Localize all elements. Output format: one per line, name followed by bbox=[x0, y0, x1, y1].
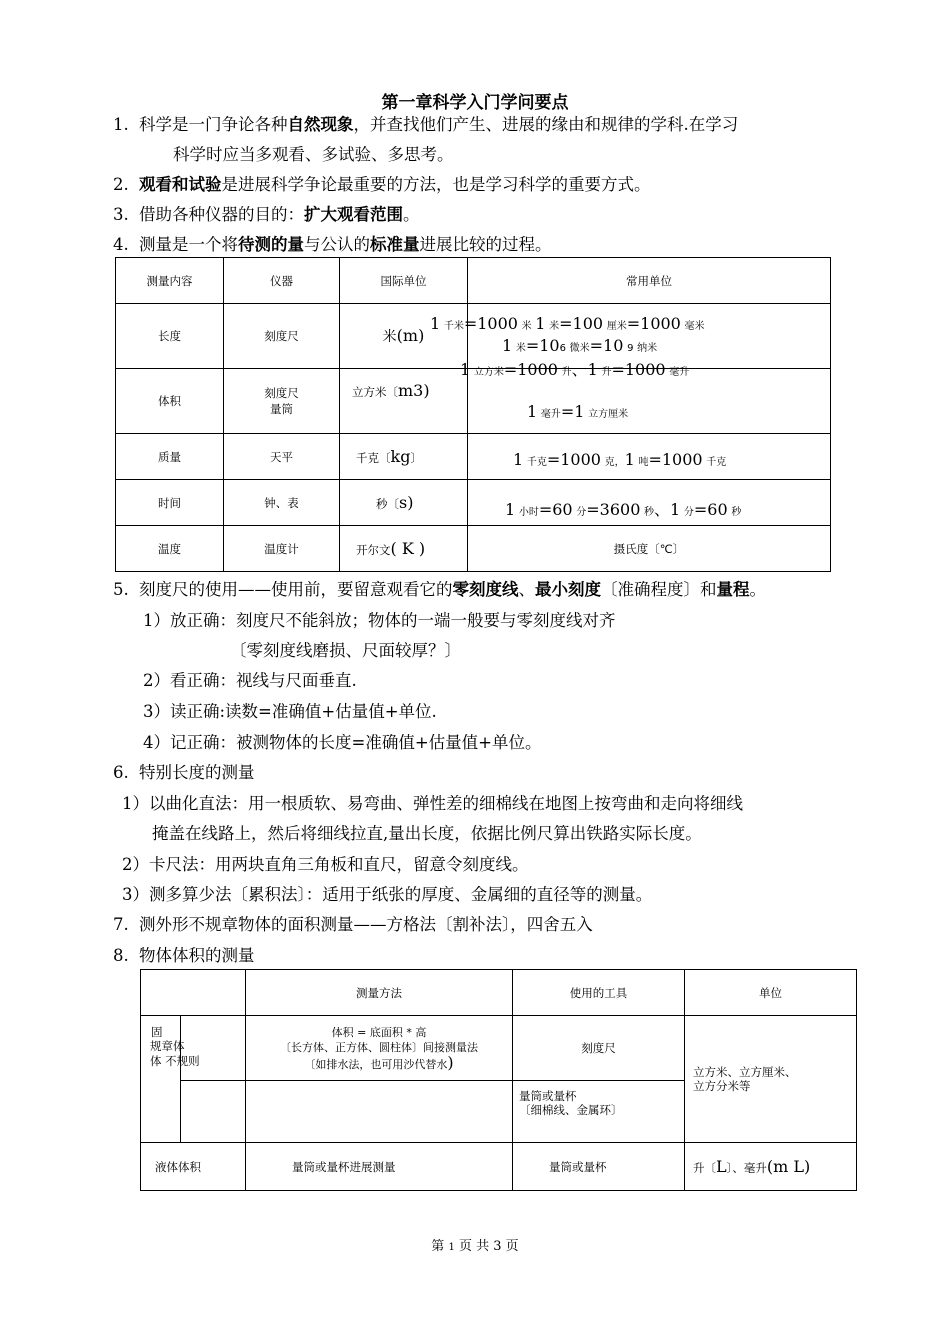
tool-line2: 〔细棉线、金属环〕 bbox=[519, 1103, 623, 1117]
unit-text: 〕、毫升 bbox=[726, 1161, 767, 1175]
u: 秒 bbox=[644, 507, 655, 518]
emphasis: 待测的量 bbox=[238, 235, 304, 254]
footer-text: 页 共 bbox=[458, 1239, 490, 1254]
v: =1000 bbox=[463, 314, 518, 333]
v: =100 bbox=[559, 314, 604, 333]
length-common-line1 bbox=[430, 314, 705, 333]
method-line1: 体积 = 底面积 * 高 bbox=[331, 1025, 427, 1039]
point-5-step4: 4）记正确：被测物体的长度=准确值+估量值+单位。 bbox=[143, 733, 542, 752]
point-5-step1-note: 〔零刻度线磨损、尺面较厚？〕 bbox=[230, 641, 461, 660]
u: 秒 bbox=[731, 507, 742, 518]
mass-si bbox=[340, 434, 468, 480]
point-4 bbox=[113, 235, 552, 255]
tool-line1: 量筒或量杯 bbox=[519, 1089, 577, 1103]
solid-label bbox=[141, 1016, 181, 1143]
emphasis: 扩大观看范围 bbox=[304, 205, 403, 224]
time-item: 时间 bbox=[116, 480, 224, 526]
point-6-step3: 3）测多算少法〔累积法〕：适用于纸张的厚度、金属细的直径等的测量。 bbox=[122, 885, 653, 904]
unit-symbol: kg bbox=[390, 447, 411, 466]
point-1-line2: 科学时应当多观看、多试验、多思考。 bbox=[173, 145, 454, 164]
regular-label: 规章体 bbox=[150, 1039, 185, 1053]
point-1 bbox=[113, 115, 738, 135]
point-7 bbox=[113, 915, 593, 935]
length-common-line2 bbox=[502, 336, 657, 355]
unit-symbol: 3) bbox=[413, 381, 430, 400]
point-number: 5. bbox=[113, 580, 129, 599]
u: 小时 bbox=[518, 507, 539, 518]
unit-text: 〕 bbox=[410, 451, 422, 465]
v: =1 bbox=[560, 402, 585, 421]
point-5-step3: 3）读正确:读数=准确值+估量值+单位. bbox=[143, 702, 437, 721]
u: 纳米 bbox=[637, 343, 658, 354]
header-tool: 仪器 bbox=[224, 258, 340, 304]
point-number: 8. bbox=[113, 946, 129, 965]
footer-text: 第 bbox=[431, 1239, 445, 1254]
text: 、 bbox=[518, 580, 535, 599]
length-tool: 刻度尺 bbox=[224, 304, 340, 369]
time-common-line bbox=[505, 497, 741, 520]
method-line3: 〔如排水法，也可用沙代替水 bbox=[304, 1057, 448, 1071]
volume-measure-table bbox=[140, 969, 857, 1191]
mass-item: 质量 bbox=[116, 434, 224, 480]
volume-si bbox=[340, 369, 468, 434]
solid-char: 固 bbox=[151, 1025, 163, 1039]
time-tool: 钟、表 bbox=[224, 480, 340, 526]
u: 分 bbox=[576, 507, 587, 518]
u: 米 bbox=[515, 343, 526, 354]
mass-common-line bbox=[513, 450, 726, 469]
v: =1000 bbox=[648, 450, 703, 469]
point-3 bbox=[113, 205, 420, 225]
u: 米 bbox=[521, 321, 532, 332]
text: 物体体积的测量 bbox=[139, 946, 255, 965]
emphasis: 自然现象 bbox=[287, 115, 354, 134]
point-number: 1. bbox=[113, 115, 129, 134]
unit-symbol: (m L) bbox=[766, 1157, 811, 1176]
unit-line1: 立方米、立方厘米、 bbox=[693, 1065, 797, 1079]
unit-symbol: s) bbox=[399, 493, 414, 512]
emphasis: 量程 bbox=[716, 580, 750, 599]
liquid-label: 液体体积 bbox=[141, 1143, 246, 1191]
solid-unit bbox=[685, 1016, 857, 1143]
u: 千克 bbox=[526, 457, 547, 468]
point-2 bbox=[113, 175, 651, 195]
v: =10 bbox=[525, 336, 560, 355]
v: 、1 bbox=[654, 500, 681, 519]
temp-tool: 温度计 bbox=[224, 526, 340, 572]
u: 分 bbox=[683, 507, 694, 518]
point-6 bbox=[113, 763, 255, 783]
point-6-step1-line2: 掩盖在线路上，然后将细线拉直,量出长度，依据比例尺算出铁路实际长度。 bbox=[152, 824, 702, 843]
text: 刻度尺的使用——使用前，要留意观看它的 bbox=[139, 580, 453, 599]
header-measure-item: 测量内容 bbox=[116, 258, 224, 304]
u: 立方厘米 bbox=[588, 409, 629, 420]
temp-si bbox=[340, 526, 468, 572]
regular-tool: 刻度尺 bbox=[513, 1016, 685, 1081]
text: 借助各种仪器的目的： bbox=[139, 205, 304, 224]
header-method: 测量方法 bbox=[246, 970, 513, 1016]
text: 。 bbox=[403, 205, 420, 224]
liquid-unit bbox=[685, 1143, 857, 1191]
u: 吨 bbox=[638, 457, 649, 468]
point-number: 4. bbox=[113, 235, 129, 254]
page-total: 3 bbox=[493, 1239, 502, 1254]
text: 。 bbox=[749, 580, 766, 599]
point-5-step2: 2）看正确：视线与尺面垂直. bbox=[143, 671, 357, 690]
text: 测外形不规章物体的面积测量——方格法〔割补法〕，四舍五入 bbox=[139, 915, 593, 934]
exp: 9 bbox=[627, 343, 634, 354]
temp-common: 摄氏度〔℃〕 bbox=[468, 526, 831, 572]
volume-common-line2 bbox=[527, 402, 628, 421]
u: 千克 bbox=[706, 457, 727, 468]
point-number: 7. bbox=[113, 915, 129, 934]
u: 厘米 bbox=[606, 321, 627, 332]
regular-cell bbox=[181, 1016, 246, 1081]
header-common-unit: 常用单位 bbox=[468, 258, 831, 304]
temp-item: 温度 bbox=[116, 526, 224, 572]
emphasis: 最小刻度 bbox=[535, 580, 601, 599]
u: 米 bbox=[549, 321, 560, 332]
v: 1 bbox=[505, 500, 516, 519]
text: ，并查找他们产生、进展的缘由和规律的学科.在学习 bbox=[353, 115, 739, 134]
header-si-unit: 国际单位 bbox=[340, 258, 468, 304]
u: 克， bbox=[604, 457, 625, 468]
v: =1000 bbox=[626, 314, 681, 333]
paren: ) bbox=[447, 1052, 454, 1072]
irregular-cell bbox=[181, 1081, 246, 1143]
v: =1000 bbox=[546, 450, 601, 469]
liquid-tool: 量筒或量杯 bbox=[513, 1143, 685, 1191]
unit-symbol: (m) bbox=[396, 326, 425, 345]
emphasis: 标准量 bbox=[370, 235, 420, 254]
v: =1000 bbox=[611, 360, 666, 379]
unit-text: 米 bbox=[382, 329, 397, 345]
volume-common-line1 bbox=[460, 357, 689, 380]
u: 升 bbox=[601, 367, 612, 378]
v: 1 bbox=[460, 360, 471, 379]
volume-tools bbox=[224, 369, 340, 434]
length-item: 长度 bbox=[116, 304, 224, 369]
v: =10 bbox=[589, 336, 624, 355]
point-number: 3. bbox=[113, 205, 129, 224]
v: 1 bbox=[535, 314, 546, 333]
footer-text: 页 bbox=[505, 1239, 519, 1254]
unit-symbol: ( K ) bbox=[390, 539, 426, 558]
text: 〔准确程度〕和 bbox=[601, 580, 717, 599]
point-8 bbox=[113, 946, 255, 966]
page-number: 1 bbox=[448, 1242, 455, 1253]
unit-text: 千克〔 bbox=[356, 451, 391, 465]
text: 进展比较的过程。 bbox=[419, 235, 552, 254]
irregular-tool bbox=[513, 1081, 685, 1143]
unit-symbol: L bbox=[716, 1157, 727, 1176]
measurement-table bbox=[115, 257, 831, 572]
point-5-step1: 1）放正确：刻度尺不能斜放；物体的一端一般要与零刻度线对齐 bbox=[143, 611, 616, 630]
volume-item: 体积 bbox=[116, 369, 224, 434]
emphasis: 零刻度线 bbox=[452, 580, 519, 599]
point-number: 6. bbox=[113, 763, 129, 782]
tool-cylinder: 量筒 bbox=[270, 402, 293, 416]
unit-line2: 立方分米等 bbox=[693, 1079, 751, 1093]
u: 毫米 bbox=[684, 321, 705, 332]
u: 毫升 bbox=[540, 409, 561, 420]
irregular-label: 体 不规则 bbox=[150, 1054, 200, 1068]
unit-symbol: m bbox=[398, 381, 414, 400]
exp: 6 bbox=[559, 343, 566, 354]
mass-tool: 天平 bbox=[224, 434, 340, 480]
unit-text: 开尔文 bbox=[356, 543, 391, 557]
u: 升 bbox=[561, 367, 572, 378]
u: 千米 bbox=[443, 321, 464, 332]
unit-text: 立方米〔 bbox=[352, 385, 398, 399]
v: 1 bbox=[624, 450, 635, 469]
page-footer bbox=[0, 1235, 950, 1254]
irregular-method bbox=[246, 1081, 513, 1143]
unit-text: 秒〔 bbox=[376, 497, 399, 511]
v: 1 bbox=[527, 402, 538, 421]
regular-method bbox=[246, 1016, 513, 1081]
v: =1000 bbox=[503, 360, 558, 379]
text: 科学是一门争论各种 bbox=[139, 115, 288, 134]
v: =60 bbox=[693, 500, 728, 519]
emphasis: 观看和试验 bbox=[139, 175, 222, 194]
text: 是进展科学争论最重要的方法，也是学习科学的重要方式。 bbox=[221, 175, 651, 194]
text: 特别长度的测量 bbox=[139, 763, 255, 782]
unit-text: 升〔 bbox=[693, 1161, 716, 1175]
corner-cell bbox=[141, 970, 246, 1016]
u: 立方米 bbox=[473, 367, 504, 378]
v: =60 bbox=[538, 500, 573, 519]
text: 测量是一个将 bbox=[139, 235, 238, 254]
v: 1 bbox=[502, 336, 513, 355]
v: 、1 bbox=[571, 360, 598, 379]
v: 1 bbox=[430, 314, 441, 333]
v: =3600 bbox=[586, 500, 641, 519]
page-title: 第一章科学入门学问要点 bbox=[381, 93, 569, 113]
header-tool: 使用的工具 bbox=[513, 970, 685, 1016]
method-line2: 〔长方体、正方体、圆柱体〕间接测量法 bbox=[280, 1040, 478, 1054]
point-number: 2. bbox=[113, 175, 129, 194]
point-5 bbox=[113, 580, 766, 600]
point-6-step2: 2）卡尺法：用两块直角三角板和直尺，留意令刻度线。 bbox=[122, 855, 529, 874]
point-6-step1: 1）以曲化直法：用一根质软、易弯曲、弹性差的细棉线在地图上按弯曲和走向将细线 bbox=[122, 794, 743, 813]
header-unit: 单位 bbox=[685, 970, 857, 1016]
v: 1 bbox=[513, 450, 524, 469]
tool-ruler: 刻度尺 bbox=[264, 386, 299, 400]
liquid-method: 量筒或量杯进展测量 bbox=[246, 1143, 513, 1191]
u: 微米 bbox=[569, 343, 590, 354]
text: 与公认的 bbox=[304, 235, 370, 254]
time-si bbox=[340, 480, 468, 526]
u: 毫升 bbox=[669, 367, 690, 378]
